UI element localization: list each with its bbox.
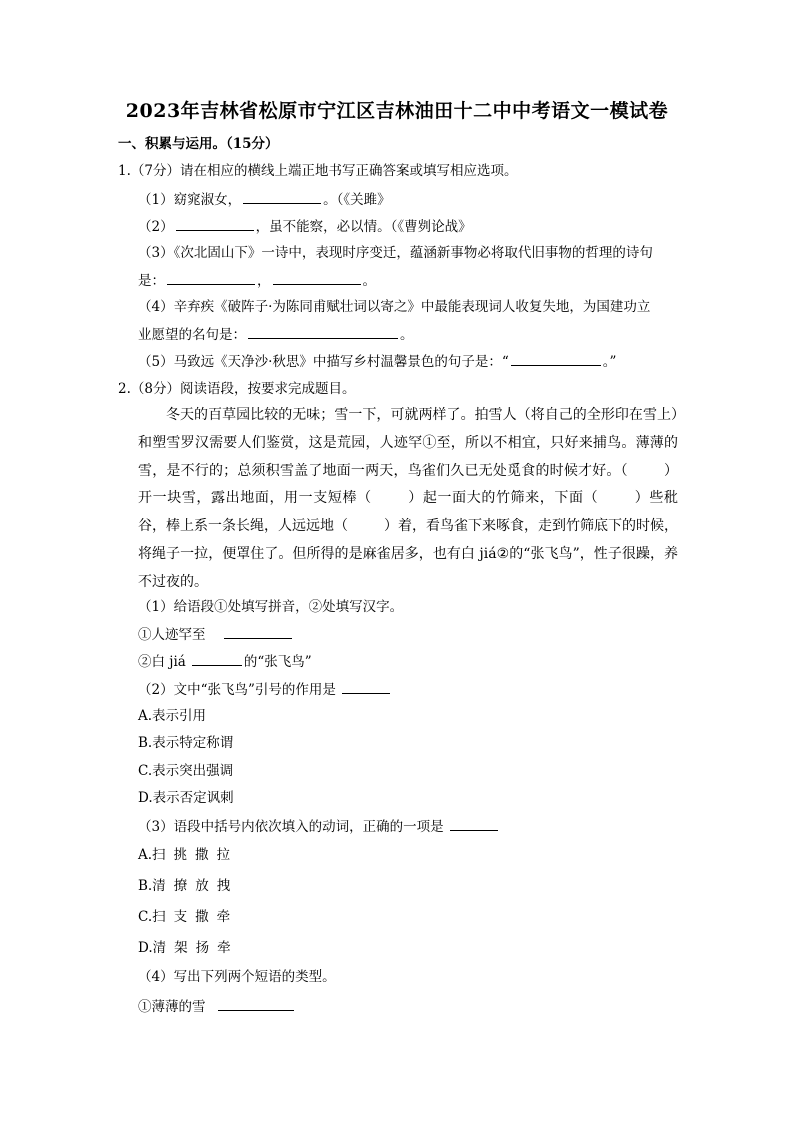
option-word: 放 [195,878,209,894]
q2-sub3-option-c[interactable] [138,907,238,927]
option-word: 架 [174,940,188,956]
q2-sub1-b [138,651,312,672]
q1-sub3-post: 。 [362,273,376,289]
q2-sub1: （1）给语段①处填写拼音，②处填写汉字。 [138,599,404,615]
q1-sub5-post: 。” [602,354,617,370]
q1-sub4-line1: （4）辛弃疾《破阵子·为陈同甫赋壮词以寄之》中最能表现词人收复失地，为国建功立 [138,299,651,315]
q2-sub1-b-post: 的“张飞鸟” [243,654,312,670]
section-heading: 一、积累与运用。（15分） [118,136,279,152]
answer-blank[interactable] [218,996,294,1011]
question-2-stem: 2.（8分）阅读语段，按要求完成题目。 [118,381,356,397]
option-word: 拽 [216,878,231,894]
q2-sub2-option-c[interactable]: C.表示突出强调 [138,763,234,779]
q1-sub5 [138,351,616,372]
q2-sub3-option-d[interactable] [138,938,239,958]
passage-part-1: 冬天的百草园比较的无味；雪一下，可就两样了。拍雪人（将自己的全形印在雪上）和塑雪罗汉需要人们鉴赏，这是荒园，人迹罕①至，所以不相宜，只好来捕鸟。薄薄的雪，是不行的；总须积雪盖了地面一两天，鸟雀们久已无处觅食的时候才好。（ [138,407,678,479]
option-word: B.清 [138,878,166,894]
reading-passage [138,402,678,597]
q1-sub4-post: 。 [400,327,414,343]
q1-sub1-post: 。（《关雎》 [323,192,391,208]
q2-sub2-stem: （2）文中“张飞鸟”引号的作用是 [138,682,336,698]
option-word: 撩 [173,878,188,894]
q1-sub4-pre: 业愿望的名句是： [138,327,246,343]
q1-sub1-pre: （1）窈窕淑女， [138,192,242,208]
q2-sub1-a-label: ①人迹罕至 [138,627,206,643]
q2-sub2-option-a[interactable]: A.表示引用 [138,708,207,724]
question-1-stem: 1.（7分）请在相应的横线上端正地书写正确答案或填写相应选项。 [118,163,518,179]
passage-part-2: ）开一块雪，露出地面，用一支短棒（ [138,462,679,507]
q1-sub5-pre: （5）马致远《天净沙·秋思》中描写乡村温馨景色的句子是：“ [138,354,509,370]
answer-blank[interactable] [248,324,398,339]
passage-part-3: ）起一面大的竹筛来，下面（ [407,490,599,507]
option-word: 牵 [217,940,231,956]
answer-blank[interactable] [450,816,498,831]
answer-blank[interactable] [342,679,390,694]
q1-sub3-mid: ， [257,273,271,289]
q2-sub2-option-d[interactable]: D.表示否定讽刺 [138,790,234,806]
answer-blank[interactable] [176,216,254,231]
q1-sub2-post: ，虽不能察，必以情。（《曹刿论战》 [255,219,472,235]
q2-sub4-a [138,996,296,1017]
option-word: C.扫 [138,909,166,925]
answer-blank[interactable] [243,189,321,204]
q1-sub2-pre: （2） [138,219,174,235]
q2-sub4: （4）写出下列两个短语的类型。 [138,969,336,985]
option-word: 挑 [173,847,188,863]
q2-sub1-a [138,624,294,645]
option-word: 牵 [216,909,231,925]
option-word: 撒 [195,909,209,925]
option-word: 撒 [195,847,209,863]
q2-sub1-b-pre: ②白 jiá [138,654,186,670]
answer-blank[interactable] [167,270,255,285]
option-word: 扬 [195,940,210,956]
option-word: 支 [173,909,188,925]
answer-blank[interactable] [192,651,242,666]
page-title: 2023年吉林省松原市宁江区吉林油田十二中中考语文一模试卷 [125,100,669,122]
q2-sub3-option-a[interactable] [138,845,238,865]
option-word: D.清 [138,940,167,956]
q1-sub3-pre: 是： [138,273,165,289]
option-word: A.扫 [138,847,166,863]
q2-sub2 [138,679,392,700]
passage-part-5: ）着，看鸟雀下来啄食，走到竹筛底下的时候，将绳子一拉，便罩住了。但所得的是麻雀居多，也有白 jiá②的“张飞鸟”，性子很躁，养不过夜的。 [138,518,678,590]
answer-blank[interactable] [224,624,292,639]
q1-sub1 [138,189,391,210]
q1-sub4-line2 [138,324,414,345]
option-word: 拉 [216,847,231,863]
q1-sub3-line1: （3）《次北固山下》一诗中，表现时序变迁，蕴涵新事物必将取代旧事物的哲理的诗句 [138,245,653,261]
q2-sub4-a-label: ①薄薄的雪 [138,999,206,1015]
q2-sub2-option-b[interactable]: B.表示特定称谓 [138,735,234,751]
passage-part-4: ）些秕谷，棒上系一条长绳，人远远地（ [138,490,679,535]
answer-blank[interactable] [273,270,361,285]
q2-sub3-option-b[interactable] [138,876,238,896]
q2-sub3-stem: （3）语段中括号内依次填入的动词，正确的一项是 [138,819,444,835]
q2-sub3 [138,816,500,837]
q1-sub3-line2 [138,270,376,291]
q1-sub2 [138,216,472,237]
answer-blank[interactable] [511,351,601,366]
